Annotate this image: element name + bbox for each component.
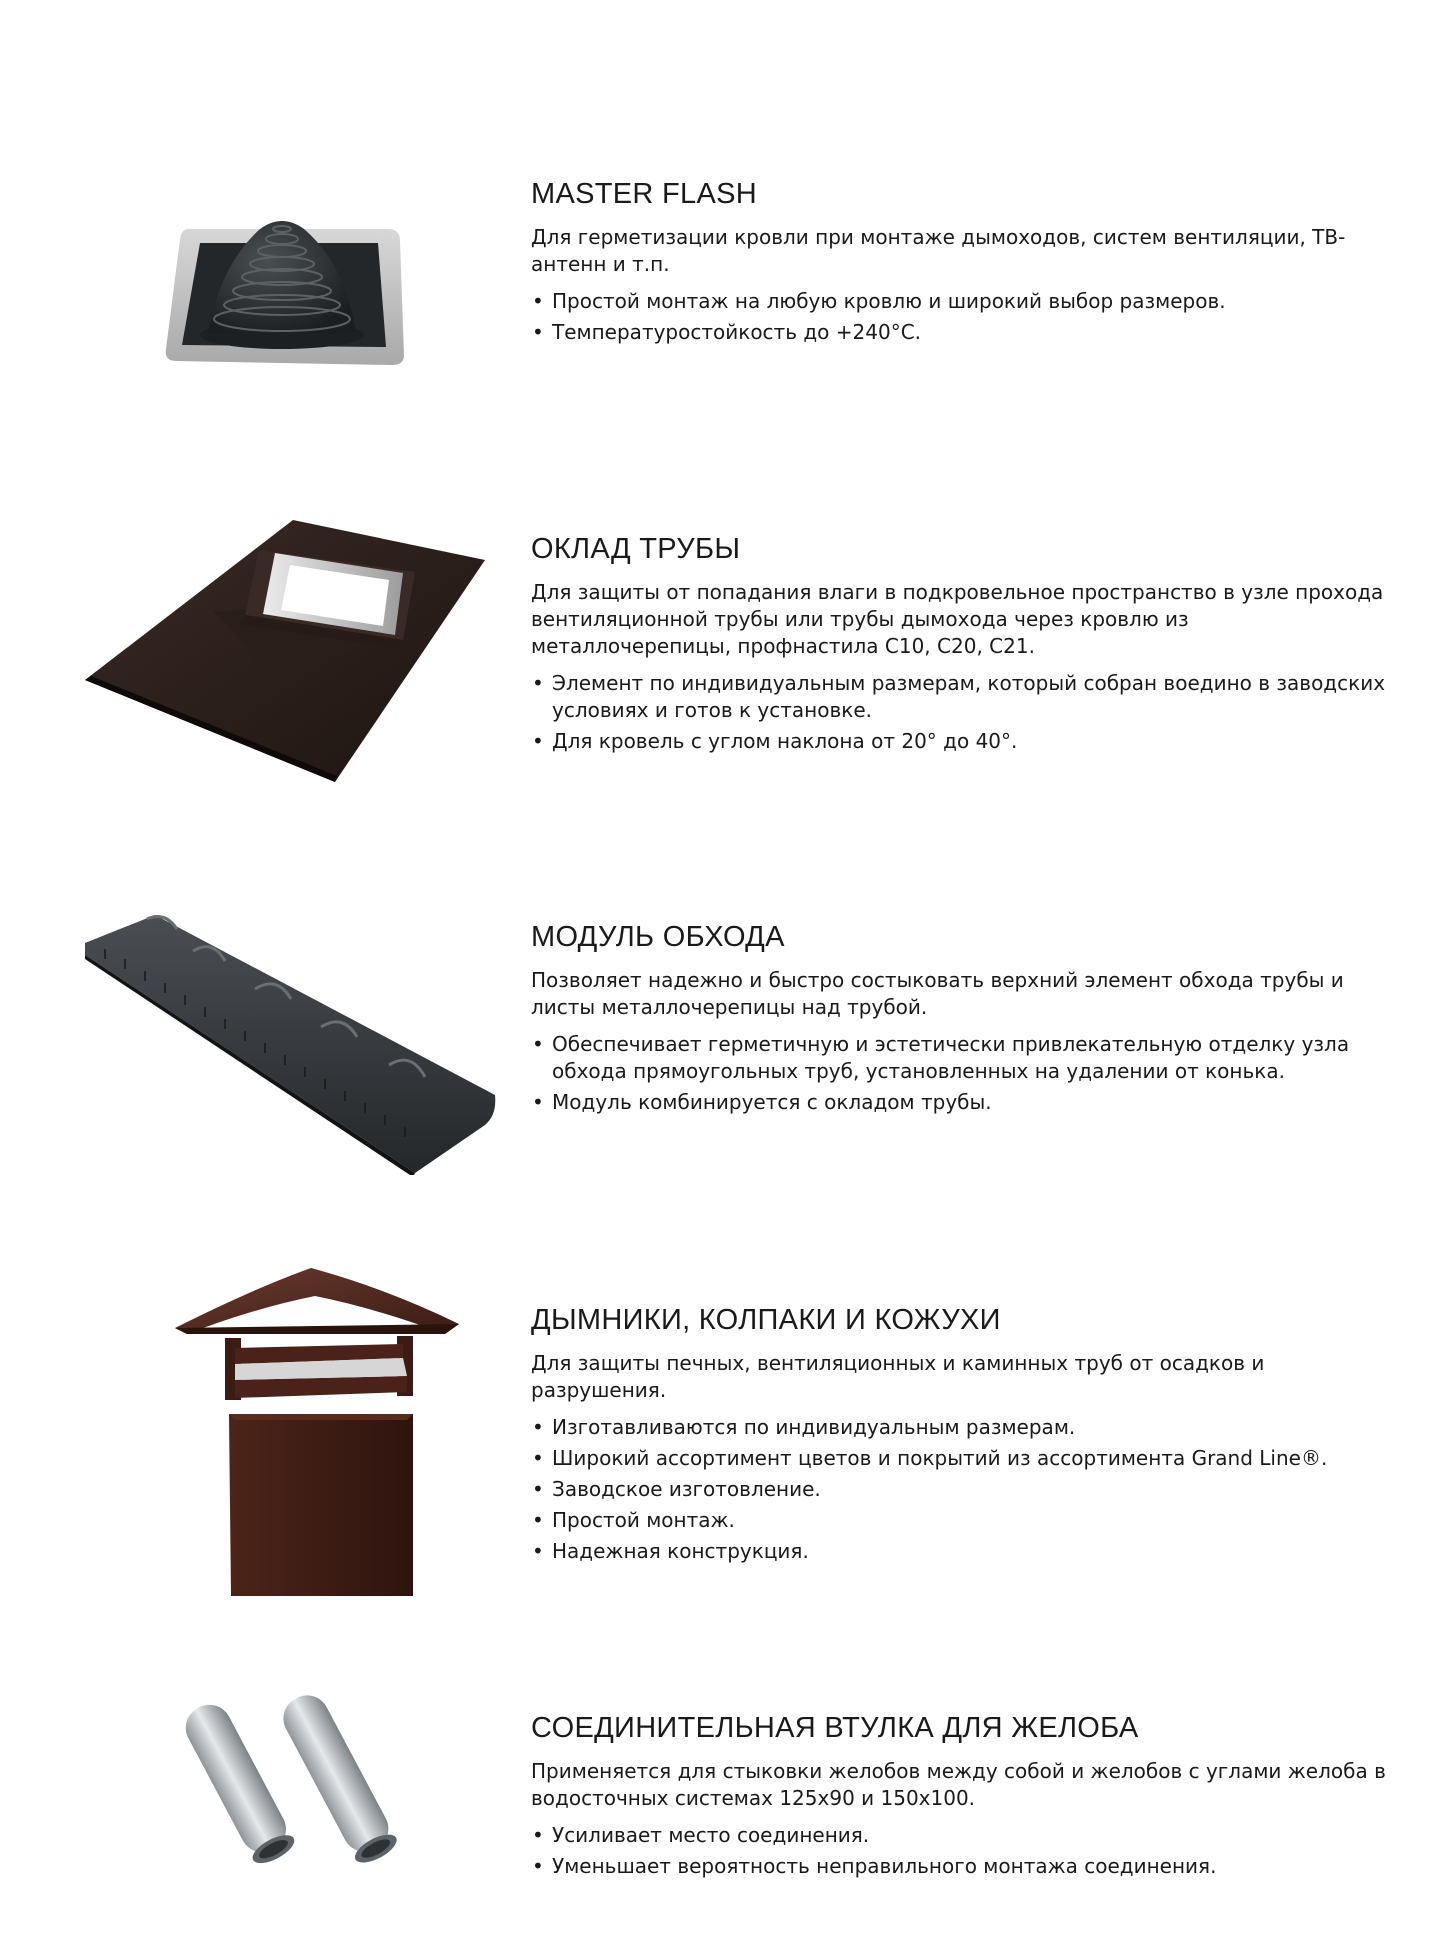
product-description: Позволяет надежно и быстро состыковать верхний элемент обхода трубы и листы металлочерепицы над трубой.: [531, 968, 1344, 1019]
product-description: Применяется для стыковки желобов между собой и желобов с углами желоба в водосточных системах 125х90 и 150х100.: [531, 1759, 1386, 1810]
bypass-module-image: [85, 915, 500, 1175]
product-description: Для защиты печных, вентиляционных и каминных труб от осадков и разрушения.: [531, 1351, 1265, 1402]
bypass-module-text: [531, 920, 1391, 1120]
master-flash-image: [160, 215, 410, 370]
feature-list: [531, 1031, 1391, 1116]
list-item: • Простой монтаж.: [531, 1507, 1391, 1534]
product-title: МОДУЛЬ ОБХОДА: [531, 921, 785, 953]
list-item: • Температуростойкость до +240°С.: [531, 319, 1391, 346]
chimney-caps-text: [531, 1303, 1391, 1569]
feature-list: [531, 288, 1391, 346]
list-item: • Заводское изготовление.: [531, 1476, 1391, 1503]
list-item: • Уменьшает вероятность неправильного монтажа соединения.: [531, 1853, 1391, 1880]
product-title: ОКЛАД ТРУБЫ: [531, 533, 741, 565]
feature-list: [531, 670, 1391, 755]
list-item: • Модуль комбинируется с окладом трубы.: [531, 1089, 1391, 1116]
gutter-connector-image: [160, 1672, 420, 1902]
list-item: • Широкий ассортимент цветов и покрытий из ассортимента Grand Line®.: [531, 1445, 1391, 1472]
list-item: • Изготавливаются по индивидуальным размерам.: [531, 1414, 1391, 1441]
feature-list: [531, 1822, 1391, 1880]
list-item: • Надежная конструкция.: [531, 1538, 1391, 1565]
list-item: • Усиливает место соединения.: [531, 1822, 1391, 1849]
product-title: СОЕДИНИТЕЛЬНАЯ ВТУЛКА ДЛЯ ЖЕЛОБА: [531, 1712, 1139, 1744]
pipe-flashing-text: [531, 532, 1391, 759]
list-item: • Элемент по индивидуальным размерам, который собран воедино в заводских условиях и готов к установке.: [531, 670, 1391, 724]
product-title: MASTER FLASH: [531, 178, 757, 210]
chimney-cap-image: [175, 1268, 460, 1598]
list-item: • Обеспечивает герметичную и эстетически привлекательную отделку узла обхода прямоугольных труб, установленных на удалении от конька.: [531, 1031, 1391, 1085]
feature-list: [531, 1414, 1391, 1565]
product-description: Для защиты от попадания влаги в подкровельное пространство в узле прохода вентиляционной трубы или трубы дымохода через кровлю из металлочерепицы, профнастила С10, С20, С21.: [531, 580, 1384, 658]
product-title: ДЫМНИКИ, КОЛПАКИ И КОЖУХИ: [531, 1304, 1001, 1336]
list-item: • Простой монтаж на любую кровлю и широкий выбор размеров.: [531, 288, 1391, 315]
master-flash-text: [531, 177, 1391, 350]
pipe-flashing-image: [85, 520, 490, 785]
list-item: • Для кровель с углом наклона от 20° до 40°.: [531, 728, 1391, 755]
product-description: Для герметизации кровли при монтаже дымоходов, систем вентиляции, ТВ-антенн и т.п.: [531, 225, 1346, 276]
gutter-connector-text: [531, 1711, 1391, 1884]
